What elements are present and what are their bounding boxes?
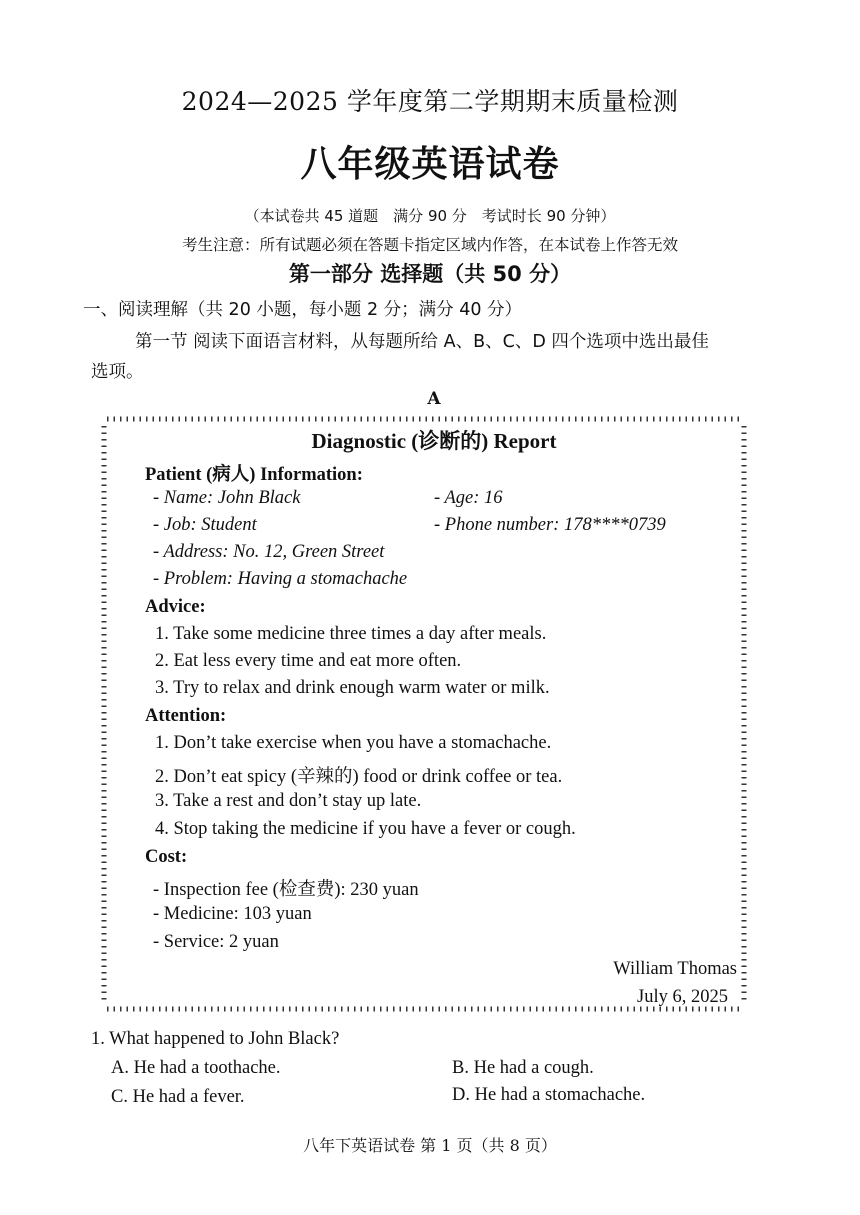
page-footer: 八年下英语试卷 第 1 页（共 8 页） bbox=[303, 1136, 557, 1155]
option-a: A. He had a toothache. bbox=[111, 1058, 281, 1078]
attention-item: 4. Stop taking the medicine if you have a fever or cough. bbox=[155, 819, 576, 839]
report-title: Diagnostic (诊断的) Report bbox=[311, 429, 557, 453]
attention-item: 1. Don’t take exercise when you have a stomachache. bbox=[155, 733, 552, 753]
part-one-title: 第一部分 选择题（共 50 分） bbox=[288, 262, 572, 286]
cost-item: - Medicine: 103 yuan bbox=[153, 904, 312, 924]
option-d: D. He had a stomachache. bbox=[452, 1085, 646, 1105]
advice-heading: Advice: bbox=[145, 597, 206, 617]
patient-heading: Patient (病人) Information: bbox=[145, 465, 363, 485]
patient-problem: - Problem: Having a stomachache bbox=[153, 569, 408, 589]
patient-age: - Age: 16 bbox=[434, 488, 503, 508]
question-stem: 1. What happened to John Black? bbox=[91, 1029, 340, 1049]
cost-item: - Service: 2 yuan bbox=[153, 932, 279, 952]
exam-title: 2024—2025 学年度第二学期期末质量检测 bbox=[181, 87, 679, 116]
exam-notice: 考生注意：所有试题必须在答题卡指定区域内作答，在本试卷上作答无效 bbox=[181, 236, 678, 254]
passage-label: A bbox=[427, 389, 441, 409]
cost-heading: Cost: bbox=[145, 847, 188, 867]
advice-item: 3. Try to relax and drink enough warm water or milk. bbox=[155, 678, 550, 698]
patient-address: - Address: No. 12, Green Street bbox=[153, 542, 385, 562]
exam-info: （本试卷共 45 道题 满分 90 分 考试时长 90 分钟） bbox=[244, 207, 616, 225]
patient-phone: - Phone number: 178****0739 bbox=[434, 515, 666, 535]
advice-item: 2. Eat less every time and eat more often. bbox=[155, 651, 462, 671]
option-c: C. He had a fever. bbox=[111, 1087, 245, 1107]
signature: William Thomas bbox=[613, 959, 737, 979]
report-date: July 6, 2025 bbox=[637, 987, 728, 1007]
attention-heading: Attention: bbox=[145, 706, 227, 726]
patient-job: - Job: Student bbox=[153, 515, 257, 535]
attention-item: 2. Don’t eat spicy (辛辣的) food or drink coffee or tea. bbox=[155, 767, 563, 787]
paper-title: 八年级英语试卷 bbox=[300, 143, 560, 185]
section-title: 一、阅读理解（共 20 小题，每小题 2 分；满分 40 分） bbox=[83, 300, 523, 320]
cost-item: - Inspection fee (检查费): 230 yuan bbox=[153, 880, 419, 900]
attention-item: 3. Take a rest and don’t stay up late. bbox=[155, 791, 422, 811]
advice-item: 1. Take some medicine three times a day after meals. bbox=[155, 624, 547, 644]
option-b: B. He had a cough. bbox=[452, 1058, 594, 1078]
instruction-line-1: 第一节 阅读下面语言材料，从每题所给 A、B、C、D 四个选项中选出最佳 bbox=[135, 332, 709, 352]
instruction-line-2: 选项。 bbox=[91, 362, 144, 382]
patient-name: - Name: John Black bbox=[153, 488, 301, 508]
